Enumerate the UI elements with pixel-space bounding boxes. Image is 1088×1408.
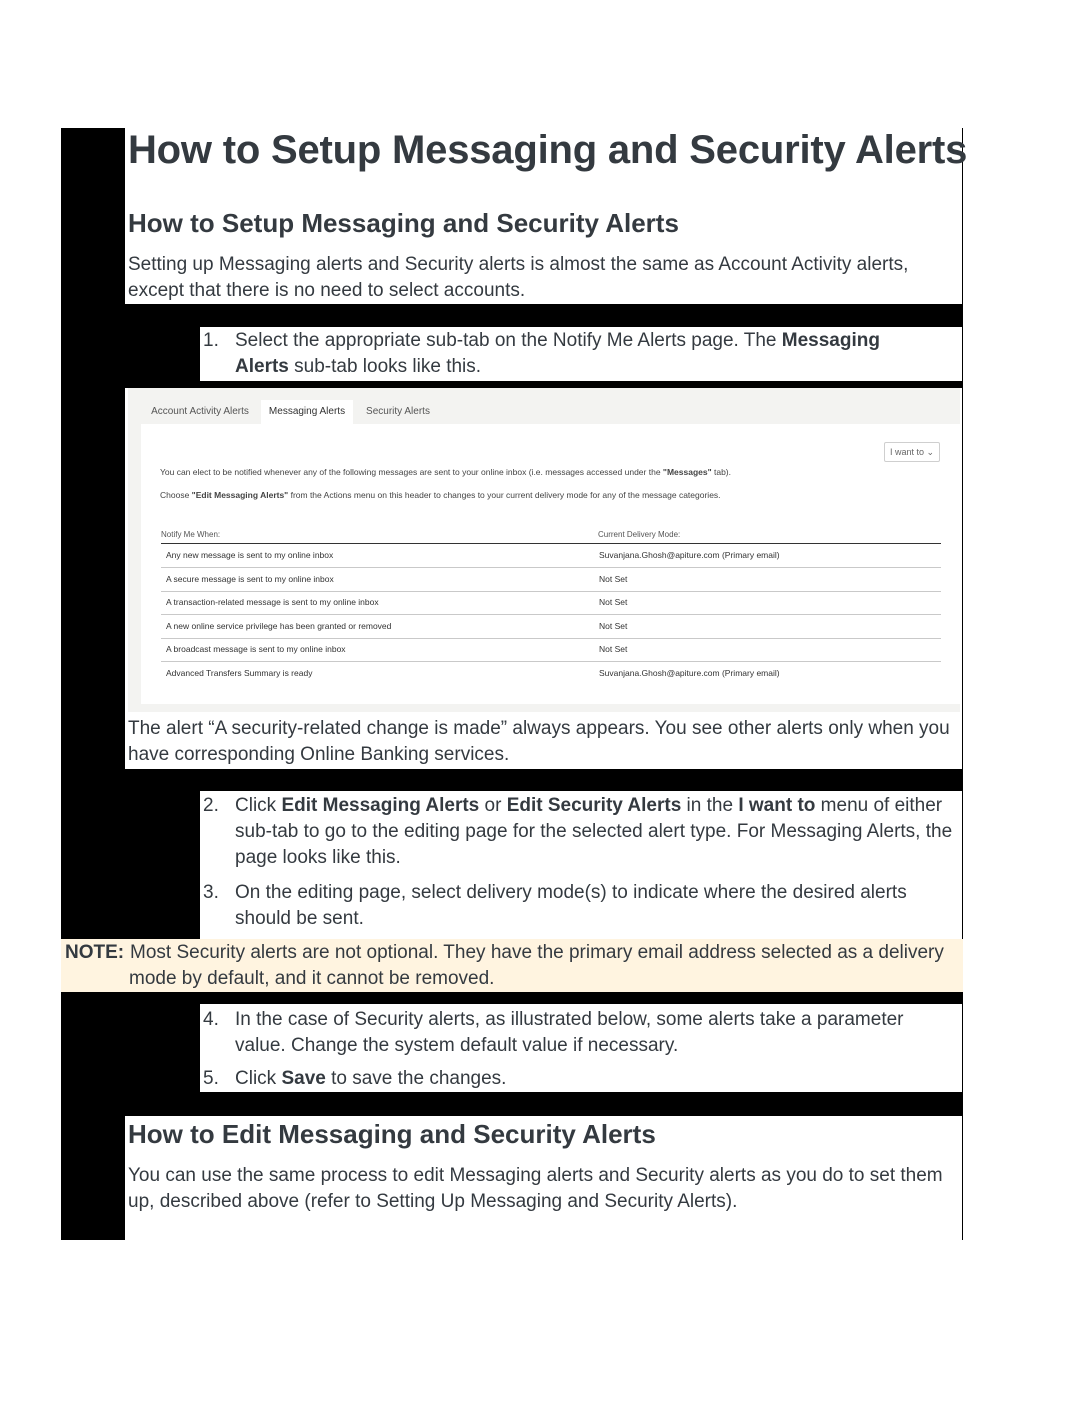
column-header-notify: Notify Me When:	[161, 530, 221, 539]
right-border-rule	[962, 128, 963, 1240]
step-number-4: 4.	[203, 1009, 219, 1030]
edit-text: You can use the same process to edit Messaging alerts and Security alerts as you do to set them up, described above (refer to Setting Up Messaging and Security Alerts).	[128, 1165, 943, 1212]
table-row[interactable]: A broadcast message is sent to my online inbox Not Set	[161, 638, 941, 662]
band-4	[61, 992, 963, 1004]
tab-account-activity-alerts[interactable]: Account Activity Alerts	[151, 406, 249, 417]
note-label: NOTE:	[65, 942, 125, 963]
step-number-5: 5.	[203, 1068, 219, 1089]
note-text: Most Security alerts are not optional. They have the primary email address selected as a delivery mode by default, and it cannot be removed.	[129, 942, 944, 989]
band-5	[125, 1092, 963, 1116]
i-want-to-menu[interactable]: I want to ⌄	[884, 442, 940, 462]
messages-intro-line: You can elect to be notified whenever any of the following messages are sent to your online inbox (i.e. messages accessed under the "Messages" tab).	[160, 467, 731, 477]
step-1-text: Select the appropriate sub-tab on the Notify Me Alerts page. The Messaging Alerts sub-tab looks like this.	[235, 330, 880, 377]
page-title: How to Setup Messaging and Security Alerts	[128, 128, 968, 172]
column-header-delivery-mode: Current Delivery Mode:	[598, 530, 681, 539]
table-row[interactable]: A transaction-related message is sent to my online inbox Not Set	[161, 591, 941, 615]
table-row[interactable]: Any new message is sent to my online inbox Suvanjana.Ghosh@apiture.com (Primary email)	[161, 544, 941, 568]
setup-intro: Setting up Messaging alerts and Security alerts is almost the same as Account Activity alerts, except that there is no need to select accounts.	[128, 254, 909, 301]
band-3-indent	[125, 791, 200, 939]
step-number-2: 2.	[203, 795, 219, 816]
band-1	[125, 304, 963, 327]
table-row[interactable]: A secure message is sent to my online inbox Not Set	[161, 568, 941, 592]
section-heading-edit: How to Edit Messaging and Security Alerts	[128, 1119, 656, 1149]
band-3	[125, 769, 963, 791]
step-5-text: Click Save to save the changes.	[235, 1068, 507, 1089]
table-row[interactable]: A new online service privilege has been granted or removed Not Set	[161, 615, 941, 639]
step-number-1: 1.	[203, 330, 219, 351]
chevron-down-icon: ⌄	[926, 447, 935, 457]
step-3-text: On the editing page, select delivery mode(s) to indicate where the desired alerts should be sent.	[235, 882, 907, 929]
step-number-3: 3.	[203, 882, 219, 903]
band-2	[125, 381, 963, 388]
band-1-indent	[125, 327, 200, 382]
step-2-text: Click Edit Messaging Alerts or Edit Security Alerts in the I want to menu of either sub-tab to go to the editing page for the selected alert type. For Messaging Alerts, the page looks like this.	[235, 795, 953, 868]
note-box	[61, 939, 963, 992]
left-margin-bar	[61, 128, 125, 939]
left-margin-bar-lower	[61, 992, 125, 1240]
step-4-text: In the case of Security alerts, as illustrated below, some alerts take a parameter value. Change the system default value if necessary.	[235, 1009, 904, 1056]
band-4-indent	[125, 1004, 200, 1092]
section-heading-setup: How to Setup Messaging and Security Alerts	[128, 208, 679, 238]
edit-instructions-line: Choose "Edit Messaging Alerts" from the Actions menu on this header to changes to your current delivery mode for any of the message categories.	[160, 490, 721, 500]
table-row[interactable]: Advanced Transfers Summary is ready Suvanjana.Ghosh@apiture.com (Primary email)	[166, 668, 780, 678]
security-change-note: The alert “A security-related change is made” always appears. You see other alerts only when you have corresponding Online Banking services.	[128, 718, 950, 765]
tab-security-alerts[interactable]: Security Alerts	[366, 406, 430, 417]
tab-messaging-alerts[interactable]: Messaging Alerts	[261, 400, 353, 424]
alerts-panel	[141, 424, 960, 704]
messaging-alerts-screenshot	[128, 388, 960, 712]
